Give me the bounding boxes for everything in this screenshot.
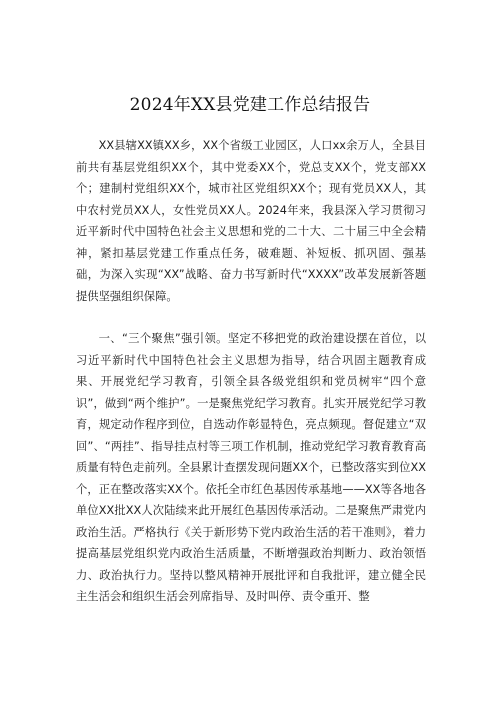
document-title: 2024年XX县党建工作总结报告 bbox=[129, 95, 371, 115]
paragraph-section-one: 一、“三个聚焦”强引领。坚定不移把党的政治建设摆在首位，以习近平新时代中国特色社会主义思想为指导，结合巩固主题教育成果、开展党纪学习教育，引领全县各级党组织和党员树牢“四个意识”，做到“两个维护”。一是聚焦党纪学习教育。扎实开展党纪学习教育，规定动作程序到位，自选动作彰显特色，亮点频现。督促建立“双回”、“两挂”、指导挂点村等三项工作机制，推动党纪学习教育教育高质量有特色走前列。全县累计查摆发现问题XX个，已整改落实到位XX个，正在整改落实XX个。依托全市红色基因传承基地——XX等各地各单位XX批XX人次陆续来此开展红色基因传承活动。二是聚焦严肃党内政治生活。严格执行《关于新形势下党内政治生活的若干准则》，着力提高基层党组织党内政治生活质量，不断增强政治判断力、政治领悟力、政治执行力。坚持以整风精神开展批评和自我批评，建立健全民主生活会和组织生活会列席指导、及时叫停、责令重开、整 bbox=[76, 332, 426, 603]
paragraph-intro: XX县辖XX镇XX乡，XX个省级工业园区，人口xx余万人，全县目前共有基层党组织XX个，其中党委XX个，党总支XX个，党支部XX个；建制村党组织XX个，城市社区党组织XX个；现有党员XX人，其中农村党员XX人，女性党员XX人。2024年来，我县深入学习贯彻习近平新时代中国特色社会主义思想和党的二十大、二十届三中全会精神，紧扣基层党建工作重点任务，破难题、补短板、抓巩固、强基础，为深入实现“XX”战略、奋力书写新时代“XXXX”改革发展新答题提供坚强组织保障。 bbox=[76, 139, 426, 303]
